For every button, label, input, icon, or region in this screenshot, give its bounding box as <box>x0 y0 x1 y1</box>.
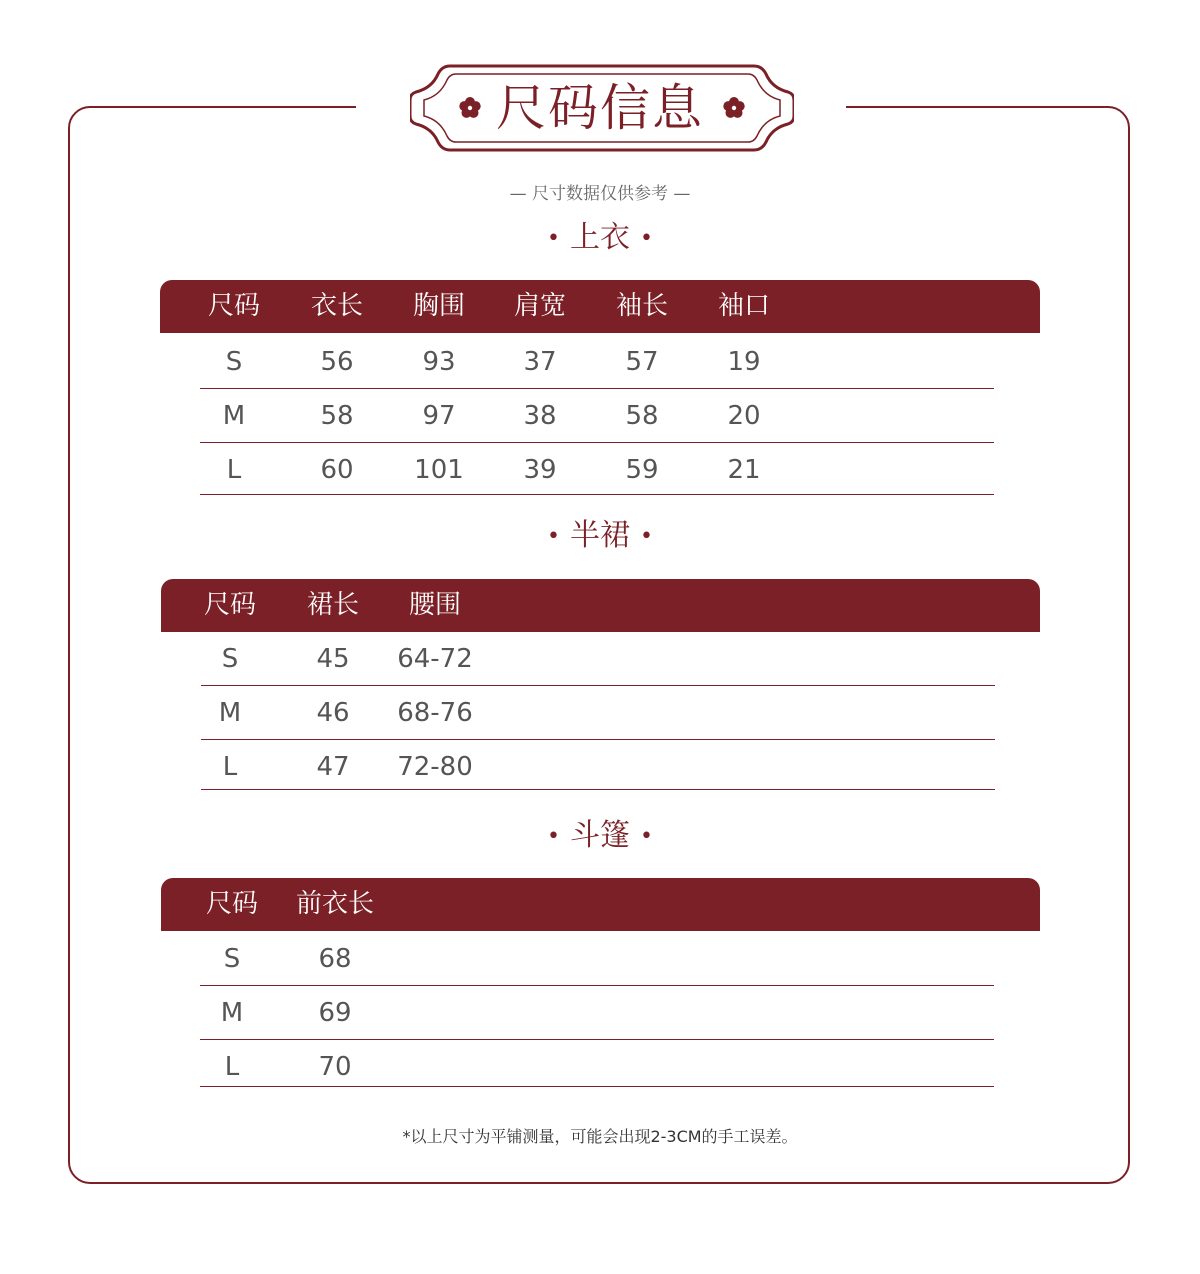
table-cell: 93 <box>422 347 456 377</box>
table-cell: M <box>218 698 242 728</box>
table-row <box>201 687 995 740</box>
table-cell: 68-76 <box>397 698 473 728</box>
table-header <box>160 280 1040 333</box>
section-title-skirt: • 半裙 • <box>547 518 653 553</box>
table-cell: 56 <box>320 347 354 377</box>
table-cell: 60 <box>320 455 354 485</box>
table-cell: 58 <box>625 401 659 431</box>
column-header: 胸围 <box>412 291 465 321</box>
column-header: 袖口 <box>717 291 770 321</box>
column-header: 裙长 <box>306 590 359 620</box>
table-cell: 47 <box>316 752 350 782</box>
column-header: 前衣长 <box>295 889 374 919</box>
column-header: 肩宽 <box>513 291 566 321</box>
table-cell: 37 <box>523 347 557 377</box>
table-cell: 101 <box>414 455 464 485</box>
column-header: 尺码 <box>203 590 256 620</box>
section-title-label: 斗篷 <box>570 818 630 853</box>
column-header: 袖长 <box>615 291 668 321</box>
table-cell: 72-80 <box>397 752 473 782</box>
table-cell: 70 <box>318 1052 352 1082</box>
table-cell: S <box>223 944 241 974</box>
table-cell: L <box>226 455 242 485</box>
table-cell: 58 <box>320 401 354 431</box>
table-cell: 20 <box>727 401 761 431</box>
table-cell: 64-72 <box>397 644 473 674</box>
table-row <box>200 933 994 986</box>
footnote: *以上尺寸为平铺测量，可能会出现2-3CM的手工误差。 <box>402 1127 798 1146</box>
table-cell: 59 <box>625 455 659 485</box>
table-cell: 46 <box>316 698 350 728</box>
section-title-top: • 上衣 • <box>547 220 653 255</box>
table-row <box>201 741 995 790</box>
column-header: 尺码 <box>207 291 260 321</box>
table-row <box>200 336 994 389</box>
column-header: 尺码 <box>205 889 258 919</box>
table-cell: 97 <box>422 401 456 431</box>
table-cell: L <box>224 1052 240 1082</box>
column-header: 腰围 <box>408 590 461 620</box>
table-cell: M <box>220 998 244 1028</box>
table-row <box>200 390 994 443</box>
table-row <box>200 1041 994 1087</box>
table-header <box>161 878 1040 931</box>
table-cell: S <box>225 347 243 377</box>
section-title-cape: • 斗篷 • <box>547 818 653 853</box>
table-cell: 38 <box>523 401 557 431</box>
table-cell: 21 <box>727 455 761 485</box>
column-header: 衣长 <box>310 291 363 321</box>
table-cell: 19 <box>727 347 761 377</box>
section-title-label: 半裙 <box>570 518 630 553</box>
table-row <box>201 633 995 686</box>
page-title: 尺码信息 <box>496 79 704 137</box>
page-subtitle: — 尺寸数据仅供参考 — <box>509 184 691 204</box>
table-cell: 45 <box>316 644 350 674</box>
table-cell: M <box>222 401 246 431</box>
table-row <box>200 987 994 1040</box>
section-title-label: 上衣 <box>570 220 630 255</box>
table-cell: 68 <box>318 944 352 974</box>
table-cell: L <box>222 752 238 782</box>
table-cell: 57 <box>625 347 659 377</box>
table-header <box>161 579 1040 632</box>
table-cell: 69 <box>318 998 352 1028</box>
table-cell: 39 <box>523 455 557 485</box>
table-row <box>200 444 994 495</box>
table-cell: S <box>221 644 239 674</box>
